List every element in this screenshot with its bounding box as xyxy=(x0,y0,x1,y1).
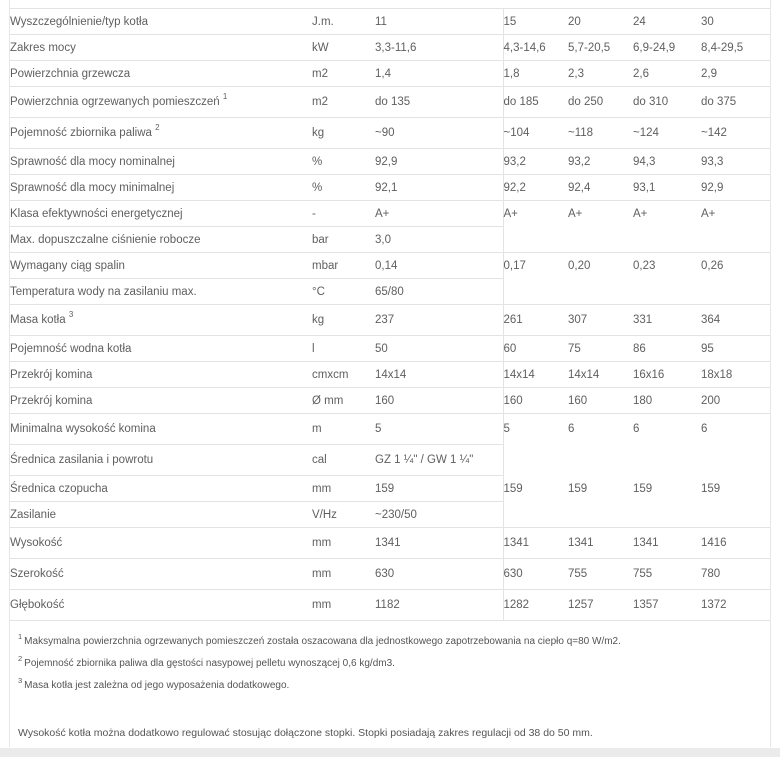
row-label: Przekrój komina xyxy=(10,362,312,388)
row-value: 1372 xyxy=(701,590,770,621)
row-value: 159 xyxy=(568,482,588,495)
row-value: 24 xyxy=(633,9,701,35)
row-unit: mm xyxy=(312,559,375,590)
table-row xyxy=(10,201,770,227)
row-label: Przekrój komina xyxy=(10,388,312,414)
row-value: 18x18 xyxy=(701,362,770,388)
row-value: 92,9 xyxy=(375,149,503,175)
row-unit: mbar xyxy=(312,253,375,279)
table-row xyxy=(10,9,770,35)
row-value: 5 xyxy=(375,414,503,445)
table-row xyxy=(10,476,770,502)
row-value: 92,9 xyxy=(701,175,770,201)
row-value: 1182 xyxy=(375,590,503,621)
row-value: 50 xyxy=(375,336,503,362)
row-unit: cmxcm xyxy=(312,362,375,388)
row-value: 6 xyxy=(701,423,708,436)
row-value: 1282 xyxy=(503,590,568,621)
row-unit: °C xyxy=(312,279,375,305)
row-value: A+ xyxy=(568,207,583,220)
row-value: 1341 xyxy=(375,528,503,559)
row-value: 6 xyxy=(568,423,575,436)
row-unit: m2 xyxy=(312,87,375,118)
spec-table-body xyxy=(10,9,770,621)
row-value: 6,9-24,9 xyxy=(633,35,701,61)
row-value: 14x14 xyxy=(503,362,568,388)
row-label: Powierzchnia ogrzewanych pomieszczeń $^1$ xyxy=(10,87,312,118)
row-value: 0,17 xyxy=(503,253,568,279)
row-value: 5,7-20,5 xyxy=(568,35,633,61)
row-value: ~90 xyxy=(375,118,503,149)
table-row xyxy=(10,253,770,279)
row-value: 755 xyxy=(568,559,633,590)
table-row xyxy=(10,149,770,175)
row-label: Temperatura wody na zasilaniu max. xyxy=(10,279,312,305)
row-value: 95 xyxy=(701,336,770,362)
row-value: 75 xyxy=(568,336,633,362)
row-label: Zasilanie xyxy=(10,502,312,528)
footnote-text: Masa kotła jest zależna od jego wyposażenia dodatkowego. xyxy=(24,680,290,691)
row-value: 16x16 xyxy=(633,362,701,388)
page-card xyxy=(9,0,771,747)
row-value: 1341 xyxy=(568,528,633,559)
row-value: 5 xyxy=(503,414,568,445)
footnote-text: Maksymalna powierzchnia ogrzewanych pomieszczeń została oszacowana dla jednostkowego zapotrzebowania na ciepło q=80 W/m2. xyxy=(24,636,621,647)
row-unit: kW xyxy=(312,35,375,61)
row-label: Średnica czopucha xyxy=(10,476,312,502)
row-value: 0,14 xyxy=(375,253,503,279)
row-value: 93,3 xyxy=(701,149,770,175)
row-value: 86 xyxy=(633,336,701,362)
table-row xyxy=(10,502,770,528)
row-value: 1,8 xyxy=(503,61,568,87)
boiler-spec-table xyxy=(10,8,770,621)
row-value: 307 xyxy=(568,305,633,336)
row-value: 200 xyxy=(701,388,770,414)
footnotes xyxy=(10,621,770,692)
table-row xyxy=(10,414,770,445)
row-value: 93,2 xyxy=(503,149,568,175)
row-value: A+ xyxy=(633,207,648,220)
row-value: 14x14 xyxy=(568,362,633,388)
row-value: 15 xyxy=(503,9,568,35)
row-value: 92,2 xyxy=(503,175,568,201)
row-value: 1357 xyxy=(633,590,701,621)
row-value: do 185 xyxy=(503,87,568,118)
row-label: Pojemność wodna kotła xyxy=(10,336,312,362)
row-unit: mm xyxy=(312,590,375,621)
row-value: 20 xyxy=(568,9,633,35)
row-label: Max. dopuszczalne ciśnienie robocze xyxy=(10,227,312,253)
row-value: 780 xyxy=(701,559,770,590)
table-row xyxy=(10,528,770,559)
regulation-note: Wysokość kotła można dodatkowo regulować stosując dołączone stopki. Stopki posiadają zakres regulacji od 38 do 50 mm. xyxy=(18,727,593,739)
row-value: 630 xyxy=(503,559,568,590)
footnote-marker: 3 xyxy=(18,675,23,685)
row-unit: mm xyxy=(312,528,375,559)
row-value: 11 xyxy=(375,9,503,35)
row-value: 2,3 xyxy=(568,61,633,87)
row-unit: Ø mm xyxy=(312,388,375,414)
row-value: 93,1 xyxy=(633,175,701,201)
row-label: Szerokość xyxy=(10,559,312,590)
row-label: Głębokość xyxy=(10,590,312,621)
row-value-empty xyxy=(503,227,770,253)
footnote-ref: 1 xyxy=(222,92,228,102)
row-unit: mm xyxy=(312,476,375,502)
footnote-marker: 2 xyxy=(18,653,23,663)
row-unit: m2 xyxy=(312,61,375,87)
table-row xyxy=(10,279,770,305)
row-value: do 310 xyxy=(633,87,701,118)
row-value: 755 xyxy=(633,559,701,590)
row-value: 331 xyxy=(633,305,701,336)
row-label: Masa kotła $^3$ xyxy=(10,305,312,336)
row-value: 1,4 xyxy=(375,61,503,87)
row-value: 2,9 xyxy=(701,61,770,87)
row-value: 364 xyxy=(701,305,770,336)
row-unit: m xyxy=(312,414,375,445)
table-row xyxy=(10,445,770,476)
row-unit: kg xyxy=(312,118,375,149)
row-value: 0,23 xyxy=(633,259,656,272)
row-value: 14x14 xyxy=(375,362,503,388)
row-value: 4,3-14,6 xyxy=(503,35,568,61)
row-value: 1341 xyxy=(633,528,701,559)
table-row xyxy=(10,336,770,362)
row-value: 630 xyxy=(375,559,503,590)
row-unit: V/Hz xyxy=(312,502,375,528)
row-value: 0,26 xyxy=(701,259,724,272)
table-row xyxy=(10,590,770,621)
row-unit: cal xyxy=(312,445,375,476)
row-value: 261 xyxy=(503,305,568,336)
row-value: 159 xyxy=(375,476,503,502)
table-row xyxy=(10,227,770,253)
row-value: ~230/50 xyxy=(375,502,503,528)
footnote-text: Pojemność zbiornika paliwa dla gęstości nasypowej pelletu wynoszącej 0,6 kg/dm3. xyxy=(24,658,395,669)
row-value: 159 xyxy=(701,482,721,495)
row-value-empty xyxy=(503,279,770,305)
row-value: 3,0 xyxy=(375,227,503,253)
table-row xyxy=(10,61,770,87)
row-unit: l xyxy=(312,336,375,362)
footnote xyxy=(18,653,760,670)
row-unit: % xyxy=(312,175,375,201)
row-value: 1257 xyxy=(568,590,633,621)
table-row xyxy=(10,175,770,201)
row-value: do 250 xyxy=(568,87,633,118)
footnote-ref: 2 xyxy=(155,123,160,133)
footnote-ref: 3 xyxy=(68,310,74,320)
row-unit: % xyxy=(312,149,375,175)
row-unit: J.m. xyxy=(312,9,375,35)
row-label: Sprawność dla mocy minimalnej xyxy=(10,175,312,201)
table-row xyxy=(10,559,770,590)
row-value: A+ xyxy=(701,207,716,220)
row-value: 92,1 xyxy=(375,175,503,201)
footnote xyxy=(18,675,760,692)
row-value: 160 xyxy=(503,388,568,414)
row-value: 3,3-11,6 xyxy=(375,35,503,61)
row-label: Wyszczególnienie/typ kotła xyxy=(10,9,312,35)
row-label: Średnica zasilania i powrotu xyxy=(10,445,312,476)
row-value: 1416 xyxy=(701,528,770,559)
table-row xyxy=(10,35,770,61)
row-value: 6 xyxy=(633,423,640,436)
row-value: ~118 xyxy=(568,118,633,149)
row-value: A+ xyxy=(375,201,503,227)
row-value: 92,4 xyxy=(568,175,633,201)
row-label: Powierzchnia grzewcza xyxy=(10,61,312,87)
table-row xyxy=(10,87,770,118)
footnote-marker: 1 xyxy=(18,631,23,641)
row-value: do 135 xyxy=(375,87,503,118)
row-value: 180 xyxy=(633,388,701,414)
row-label: Zakres mocy xyxy=(10,35,312,61)
row-label: Minimalna wysokość komina xyxy=(10,414,312,445)
table-row xyxy=(10,362,770,388)
row-label: Pojemność zbiornika paliwa $^2$ xyxy=(10,118,312,149)
row-value-empty xyxy=(503,445,770,476)
row-value: 160 xyxy=(375,388,503,414)
row-label: Wymagany ciąg spalin xyxy=(10,253,312,279)
row-value: 1341 xyxy=(503,528,568,559)
row-unit: kg xyxy=(312,305,375,336)
row-value: GZ 1 ¼" / GW 1 ¼" xyxy=(375,445,503,476)
row-unit: bar xyxy=(312,227,375,253)
row-value-empty xyxy=(503,502,770,528)
row-value: 8,4-29,5 xyxy=(701,35,770,61)
row-value: 159 xyxy=(633,482,653,495)
row-value: 65/80 xyxy=(375,279,503,305)
row-value: A+ xyxy=(503,201,568,227)
row-value: 159 xyxy=(503,476,568,502)
row-value: 93,2 xyxy=(568,149,633,175)
row-value: 2,6 xyxy=(633,61,701,87)
row-value: ~142 xyxy=(701,118,770,149)
row-value: 94,3 xyxy=(633,149,701,175)
row-label: Sprawność dla mocy nominalnej xyxy=(10,149,312,175)
bottom-divider-bar xyxy=(0,748,780,757)
row-value: 0,20 xyxy=(568,259,591,272)
row-value: 30 xyxy=(701,9,770,35)
row-value: 160 xyxy=(568,388,633,414)
row-value: ~124 xyxy=(633,118,701,149)
row-value: do 375 xyxy=(701,87,770,118)
row-value: 60 xyxy=(503,336,568,362)
row-value: ~104 xyxy=(503,118,568,149)
footnote xyxy=(18,631,760,648)
row-label: Klasa efektywności energetycznej xyxy=(10,201,312,227)
table-row xyxy=(10,118,770,149)
row-value: 237 xyxy=(375,305,503,336)
row-unit: - xyxy=(312,201,375,227)
table-row xyxy=(10,388,770,414)
table-row xyxy=(10,305,770,336)
row-label: Wysokość xyxy=(10,528,312,559)
